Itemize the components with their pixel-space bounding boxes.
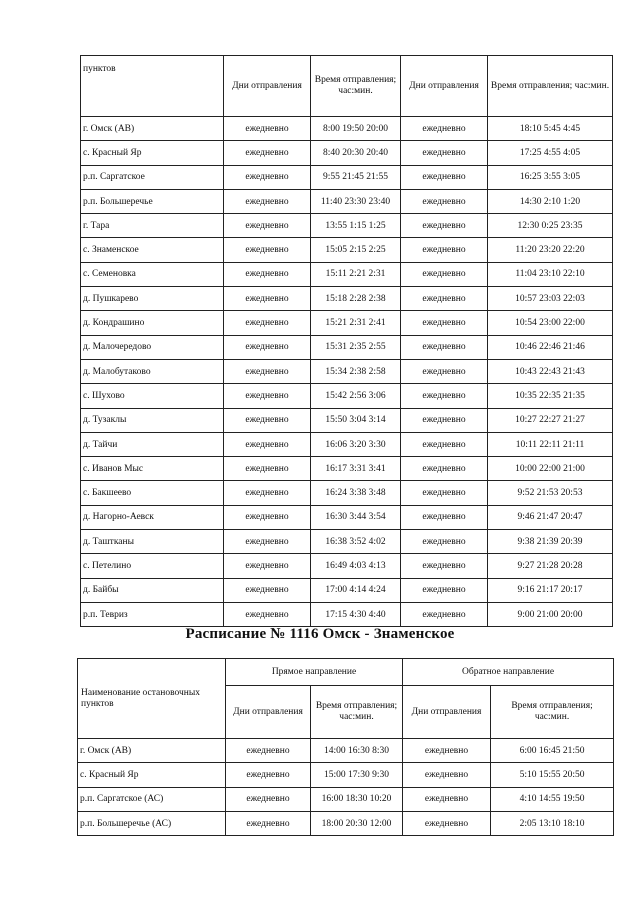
- time-forward-cell: 15:11 2:21 2:31: [311, 262, 401, 286]
- days-back-cell: ежедневно: [401, 214, 488, 238]
- time-forward-cell: 15:34 2:38 2:58: [311, 359, 401, 383]
- time-forward-cell: 15:05 2:15 2:25: [311, 238, 401, 262]
- time-back-cell: 10:57 23:03 22:03: [488, 287, 613, 311]
- time-back-cell: 16:25 3:55 3:05: [488, 165, 613, 189]
- header-days-back: Дни отправления: [401, 56, 488, 117]
- table-row: [78, 787, 614, 811]
- time-forward-cell: 9:55 21:45 21:55: [311, 165, 401, 189]
- stop-name-cell: р.п. Саргатское (АС): [78, 787, 226, 811]
- time-forward-cell: 15:00 17:30 9:30: [311, 763, 403, 787]
- table-row: [81, 408, 613, 432]
- time-forward-cell: 8:00 19:50 20:00: [311, 117, 401, 141]
- table-row: [81, 457, 613, 481]
- stop-name-cell: д. Байбы: [81, 578, 224, 602]
- header-time-back: Время отправления; час:мин.: [488, 56, 613, 117]
- table-row: [81, 384, 613, 408]
- days-forward-cell: ежедневно: [224, 117, 311, 141]
- table-header-row: [81, 56, 613, 117]
- time-back-cell: 10:11 22:11 21:11: [488, 432, 613, 456]
- days-back-cell: ежедневно: [403, 787, 491, 811]
- days-forward-cell: ежедневно: [224, 554, 311, 578]
- time-forward-cell: 17:00 4:14 4:24: [311, 578, 401, 602]
- days-back-cell: ежедневно: [401, 359, 488, 383]
- time-back-cell: 9:16 21:17 20:17: [488, 578, 613, 602]
- header-time-forward: Время отправления; час:мин.: [311, 56, 401, 117]
- stop-name-cell: д. Кондрашино: [81, 311, 224, 335]
- time-forward-cell: 14:00 16:30 8:30: [311, 739, 403, 763]
- time-back-cell: 10:00 22:00 21:00: [488, 457, 613, 481]
- table-row: [81, 214, 613, 238]
- header-stop: Наименование остановочных пунктов: [78, 659, 226, 739]
- days-forward-cell: ежедневно: [226, 739, 311, 763]
- days-forward-cell: ежедневно: [224, 457, 311, 481]
- header-days-back: Дни отправления: [403, 686, 491, 739]
- table-row: [81, 602, 613, 626]
- time-back-cell: 10:46 22:46 21:46: [488, 335, 613, 359]
- time-back-cell: 9:38 21:39 20:39: [488, 530, 613, 554]
- time-back-cell: 10:54 23:00 22:00: [488, 311, 613, 335]
- table-row: [81, 117, 613, 141]
- time-back-cell: 14:30 2:10 1:20: [488, 189, 613, 213]
- time-back-cell: 9:00 21:00 20:00: [488, 602, 613, 626]
- stop-name-cell: с. Бакшеево: [81, 481, 224, 505]
- days-back-cell: ежедневно: [401, 432, 488, 456]
- time-back-cell: 17:25 4:55 4:05: [488, 141, 613, 165]
- time-back-cell: 10:27 22:27 21:27: [488, 408, 613, 432]
- stop-name-cell: р.п. Тевриз: [81, 602, 224, 626]
- stop-name-cell: д. Тайчи: [81, 432, 224, 456]
- stop-name-cell: д. Тузаклы: [81, 408, 224, 432]
- days-forward-cell: ежедневно: [226, 763, 311, 787]
- table-row: [81, 165, 613, 189]
- stop-name-cell: д. Малобутаково: [81, 359, 224, 383]
- days-forward-cell: ежедневно: [224, 432, 311, 456]
- header-days-forward: Дни отправления: [224, 56, 311, 117]
- time-back-cell: 10:43 22:43 21:43: [488, 359, 613, 383]
- stop-name-cell: р.п. Большеречье: [81, 189, 224, 213]
- table-row: [81, 481, 613, 505]
- stop-name-cell: г. Омск (АВ): [78, 739, 226, 763]
- time-forward-cell: 15:18 2:28 2:38: [311, 287, 401, 311]
- table-row: [81, 287, 613, 311]
- stop-name-cell: с. Петелино: [81, 554, 224, 578]
- time-back-cell: 2:05 13:10 18:10: [491, 811, 614, 835]
- days-forward-cell: ежедневно: [224, 165, 311, 189]
- time-back-cell: 18:10 5:45 4:45: [488, 117, 613, 141]
- time-forward-cell: 16:38 3:52 4:02: [311, 530, 401, 554]
- stop-name-cell: д. Таштканы: [81, 530, 224, 554]
- days-forward-cell: ежедневно: [224, 602, 311, 626]
- table-row: [81, 335, 613, 359]
- time-forward-cell: 16:17 3:31 3:41: [311, 457, 401, 481]
- days-forward-cell: ежедневно: [226, 787, 311, 811]
- time-back-cell: 9:27 21:28 20:28: [488, 554, 613, 578]
- table-row: [81, 554, 613, 578]
- days-forward-cell: ежедневно: [226, 811, 311, 835]
- table-row: [78, 811, 614, 835]
- days-back-cell: ежедневно: [401, 408, 488, 432]
- time-forward-cell: 17:15 4:30 4:40: [311, 602, 401, 626]
- days-back-cell: ежедневно: [401, 117, 488, 141]
- table-body: [81, 117, 613, 627]
- days-back-cell: ежедневно: [401, 602, 488, 626]
- table-row: [81, 505, 613, 529]
- header-time-back: Время отправления; час:мин.: [491, 686, 614, 739]
- time-back-cell: 9:46 21:47 20:47: [488, 505, 613, 529]
- days-back-cell: ежедневно: [401, 457, 488, 481]
- days-forward-cell: ежедневно: [224, 141, 311, 165]
- time-back-cell: 6:00 16:45 21:50: [491, 739, 614, 763]
- stop-name-cell: р.п. Большеречье (АС): [78, 811, 226, 835]
- time-forward-cell: 16:49 4:03 4:13: [311, 554, 401, 578]
- table-row: [78, 739, 614, 763]
- time-forward-cell: 15:31 2:35 2:55: [311, 335, 401, 359]
- days-forward-cell: ежедневно: [224, 384, 311, 408]
- days-back-cell: ежедневно: [401, 384, 488, 408]
- stop-name-cell: р.п. Саргатское: [81, 165, 224, 189]
- time-back-cell: 9:52 21:53 20:53: [488, 481, 613, 505]
- time-back-cell: 10:35 22:35 21:35: [488, 384, 613, 408]
- header-time-forward: Время отправления; час:мин.: [311, 686, 403, 739]
- days-forward-cell: ежедневно: [224, 408, 311, 432]
- table-row: [81, 578, 613, 602]
- time-back-cell: 4:10 14:55 19:50: [491, 787, 614, 811]
- days-forward-cell: ежедневно: [224, 530, 311, 554]
- days-back-cell: ежедневно: [403, 811, 491, 835]
- stop-name-cell: д. Пушкарево: [81, 287, 224, 311]
- time-forward-cell: 11:40 23:30 23:40: [311, 189, 401, 213]
- stop-name-cell: с. Семеновка: [81, 262, 224, 286]
- table-body: [78, 739, 614, 836]
- days-forward-cell: ежедневно: [224, 189, 311, 213]
- header-days-forward: Дни отправления: [226, 686, 311, 739]
- time-forward-cell: 16:30 3:44 3:54: [311, 505, 401, 529]
- days-back-cell: ежедневно: [401, 262, 488, 286]
- days-back-cell: ежедневно: [401, 578, 488, 602]
- stop-name-cell: с. Красный Яр: [78, 763, 226, 787]
- table-header-row: [78, 659, 614, 686]
- days-forward-cell: ежедневно: [224, 335, 311, 359]
- table-row: [81, 432, 613, 456]
- time-forward-cell: 15:42 2:56 3:06: [311, 384, 401, 408]
- stop-name-cell: д. Нагорно-Аевск: [81, 505, 224, 529]
- days-forward-cell: ежедневно: [224, 578, 311, 602]
- time-forward-cell: 16:24 3:38 3:48: [311, 481, 401, 505]
- days-back-cell: ежедневно: [401, 238, 488, 262]
- days-forward-cell: ежедневно: [224, 505, 311, 529]
- days-back-cell: ежедневно: [401, 530, 488, 554]
- table-row: [81, 311, 613, 335]
- time-forward-cell: 13:55 1:15 1:25: [311, 214, 401, 238]
- time-forward-cell: 15:50 3:04 3:14: [311, 408, 401, 432]
- days-forward-cell: ежедневно: [224, 214, 311, 238]
- stop-name-cell: д. Малочередово: [81, 335, 224, 359]
- stop-name-cell: с. Иванов Мыс: [81, 457, 224, 481]
- days-back-cell: ежедневно: [401, 554, 488, 578]
- header-backward-direction: Обратное направление: [403, 659, 614, 686]
- schedule-table-1116: [77, 658, 614, 836]
- time-back-cell: 11:04 23:10 22:10: [488, 262, 613, 286]
- time-forward-cell: 18:00 20:30 12:00: [311, 811, 403, 835]
- schedule-table-main: [80, 55, 613, 627]
- days-back-cell: ежедневно: [403, 739, 491, 763]
- stop-name-cell: с. Шухово: [81, 384, 224, 408]
- table-row: [78, 763, 614, 787]
- days-back-cell: ежедневно: [401, 287, 488, 311]
- stop-name-cell: с. Знаменское: [81, 238, 224, 262]
- days-forward-cell: ежедневно: [224, 311, 311, 335]
- days-forward-cell: ежедневно: [224, 238, 311, 262]
- days-back-cell: ежедневно: [401, 311, 488, 335]
- days-back-cell: ежедневно: [401, 481, 488, 505]
- time-forward-cell: 16:06 3:20 3:30: [311, 432, 401, 456]
- time-forward-cell: 15:21 2:31 2:41: [311, 311, 401, 335]
- table-row: [81, 530, 613, 554]
- schedule-title: Расписание № 1116 Омск - Знаменское: [185, 626, 455, 642]
- stop-name-cell: г. Тара: [81, 214, 224, 238]
- days-back-cell: ежедневно: [401, 335, 488, 359]
- time-back-cell: 11:20 23:20 22:20: [488, 238, 613, 262]
- days-back-cell: ежедневно: [401, 189, 488, 213]
- days-back-cell: ежедневно: [401, 505, 488, 529]
- days-forward-cell: ежедневно: [224, 359, 311, 383]
- time-back-cell: 12:30 0:25 23:35: [488, 214, 613, 238]
- table-row: [81, 262, 613, 286]
- time-back-cell: 5:10 15:55 20:50: [491, 763, 614, 787]
- table-row: [81, 189, 613, 213]
- days-back-cell: ежедневно: [401, 141, 488, 165]
- days-forward-cell: ежедневно: [224, 481, 311, 505]
- header-stop: пунктов: [81, 56, 224, 117]
- days-forward-cell: ежедневно: [224, 262, 311, 286]
- days-back-cell: ежедневно: [403, 763, 491, 787]
- table-row: [81, 359, 613, 383]
- time-forward-cell: 8:40 20:30 20:40: [311, 141, 401, 165]
- days-back-cell: ежедневно: [401, 165, 488, 189]
- stop-name-cell: с. Красный Яр: [81, 141, 224, 165]
- header-forward-direction: Прямое направление: [226, 659, 403, 686]
- stop-name-cell: г. Омск (АВ): [81, 117, 224, 141]
- days-forward-cell: ежедневно: [224, 287, 311, 311]
- table-row: [81, 141, 613, 165]
- table-row: [81, 238, 613, 262]
- time-forward-cell: 16:00 18:30 10:20: [311, 787, 403, 811]
